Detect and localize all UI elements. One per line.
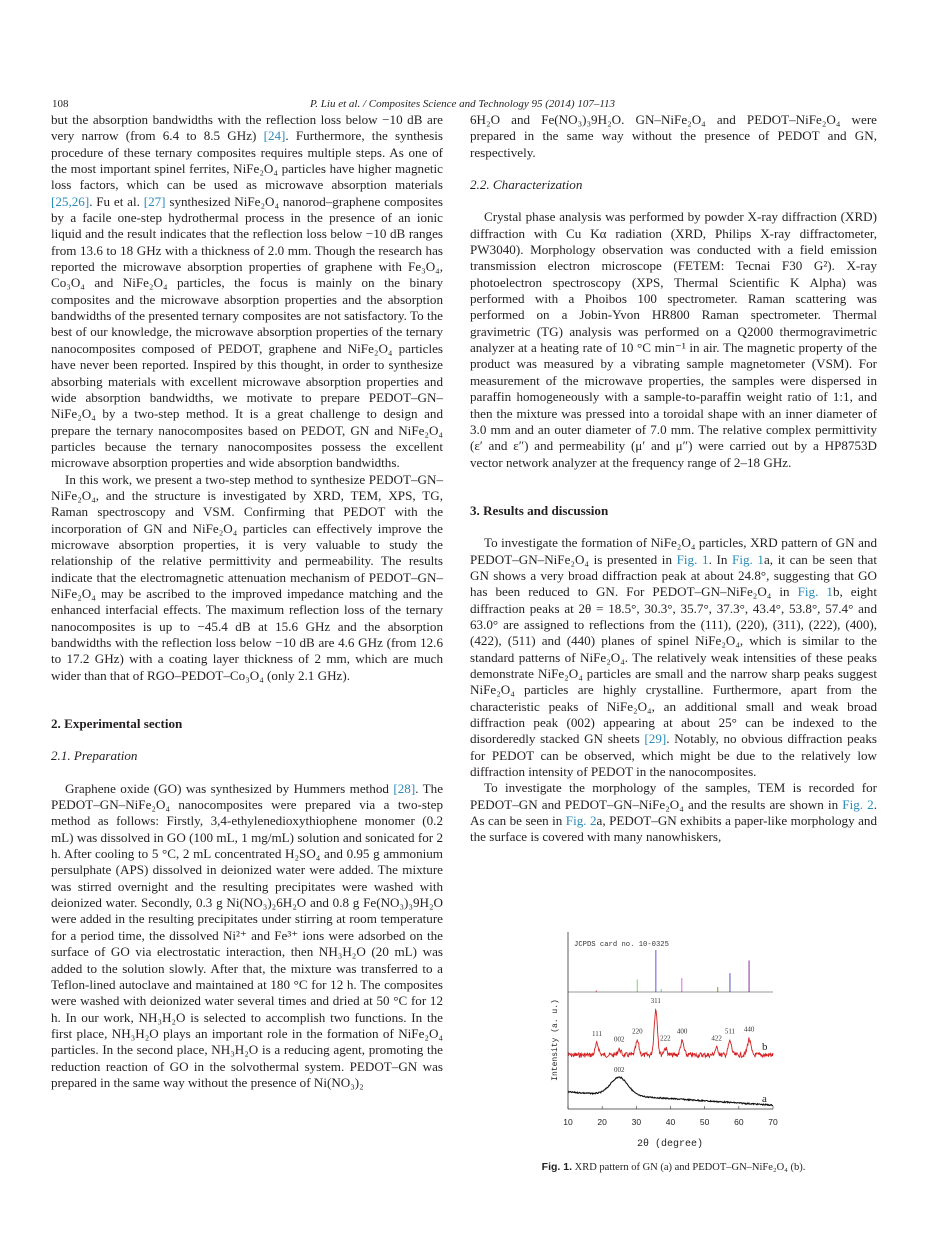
y-axis-label: Intensity (a. u.) (551, 999, 560, 1081)
paragraph-text: To investigate the morphology of the samples, TEM is recorded for PEDOT–GN and PEDOT–GN–NiFe₂O₄ and the results are shown in (470, 780, 877, 812)
figure-caption-text: XRD pattern of GN (a) and PEDOT–GN–NiFe₂O₄ (b). (572, 1162, 806, 1173)
left-column (51, 112, 443, 1091)
paragraph-text: a, it can be seen that GN shows a very broad diffraction peak at about 24.8°, suggesting that GO has been reduced to GN. For PEDOT–GN–NiFe₂O₄ in (470, 551, 877, 600)
page-number: 108 (52, 98, 69, 110)
figure-caption-label: Fig. 1. (541, 1161, 572, 1173)
section-heading: 3. Results and discussion (470, 502, 609, 518)
citation-link[interactable]: Fig. 2 (565, 813, 597, 829)
paragraph (470, 780, 877, 845)
peak-label: 111 (592, 1029, 603, 1038)
citation-link[interactable]: Fig. 1 (676, 551, 709, 567)
series-a-label: a (762, 1093, 767, 1105)
section-heading: 2. Experimental section (51, 716, 183, 732)
peak-label: 400 (676, 1027, 688, 1036)
x-axis-label: 2θ (degree) (636, 1139, 704, 1150)
series-a-line (568, 1077, 773, 1106)
paragraph (51, 112, 443, 472)
peak-label: 220 (632, 1027, 643, 1036)
paragraph (51, 472, 443, 684)
subsection-heading: 2.2. Characterization (470, 177, 583, 193)
peak-label: 511 (724, 1027, 736, 1036)
paragraph-text: . The PEDOT–GN–NiFe₂O₄ nanocomposites were prepared via a two-step method as follows: Firstly, 3,4-ethylenedioxythiophene monomer (0.2 mL) was dissolved in GO (100 mL, 1 mg/mL) solution and sonicated for 2 h. After cooling to 5 °C, 2 mL concentrated H₂SO₄ and 0.95 g ammonium persulphate (APS) dissolved in deionized water were added. The mixture was stirred overnight and the resulting precipitates were washed with deionized water. Secondly, 0.3 g Ni(NO₃)₂6H₂O and 0.8 g Fe(NO₃)₃9H₂O were added in the resulting precipitates under stirring at room temperature for a period time, the dissolved Ni²⁺ and Fe³⁺ ions were adsorbed on the surface of GO via electrostatic interaction, then NH₃H₂O (20 mL) was added to the solution slowly. After that, the mixture was transferred to a Teflon-lined autoclave and maintained at 180 °C for 12 h. The composites were washed with deionized water several times and dried at 50 °C for 12 h. In our work, NH₃H₂O is selected to accomplish two functions. In the first place, NH₃H₂O plays an important role in the formation of NiFe₂O₄ particles. In the second place, NH₃H₂O is a reducing agent, promoting the reduction reaction of GO in the solvothermal system. PEDOT–GN was prepared in the same way without the presence of Ni(NO₃)₂ (51, 780, 444, 1090)
paragraph-text: . Notably, no obvious diffraction peaks for PEDOT can be observed, which might be due to the relatively low diffraction intensity of PEDOT in the nanocomposites. (470, 731, 877, 780)
paragraph-text: a, PEDOT–GN exhibits a paper-like morphology and the surface is covered with many nanowhiskers, (470, 813, 877, 845)
paragraph-text: To investigate the formation of NiFe₂O₄ particles, XRD pattern of GN and PEDOT–GN–NiFe₂O₄ is presented in (470, 535, 877, 567)
paragraph-text: . As can be seen in (470, 796, 877, 829)
peak-label: 440 (743, 1025, 755, 1034)
citation-link[interactable]: [24] (263, 128, 286, 144)
citation-link[interactable]: Fig. 1 (797, 584, 833, 600)
paragraph-text: 6H₂O and Fe(NO₃)₃9H₂O. GN–NiFe₂O₄ and PEDOT–NiFe₂O₄ were prepared in the same way without the presence of PEDOT and GN, respectively. (470, 112, 877, 160)
reference-label: JCPDS card no. 10-0325 (574, 941, 669, 949)
citation-link[interactable]: [28] (393, 780, 416, 796)
peak-label: 222 (660, 1034, 671, 1043)
paragraph-text: In this work, we present a two-step method to synthesize PEDOT–GN–NiFe₂O₄, and the structure is investigated by XRD, TEM, XPS, TG, Raman spectroscopy and VSM. Confirming that PEDOT with the incorporation of GN and NiFe₂O₄ particles can effectively improve the microwave absorption properties, it is very valuable to study the relationship of the relative permittivity and permeability. The results indicate that the electromagnetic attenuation mechanism of PEDOT–GN–NiFe₂O₄ may be ascribed to the improved impedance matching and the enhanced interfacial effects. The maximum reflection loss of the ternary nanocomposites is up to −45.4 dB at 15.6 GHz and the absorption bandwidths with the reflection loss below −10 dB are 4.6 GHz (from 12.6 to 17.2 GHz) with a coating layer thickness of 2 mm, which are much wider than that of RGO–PEDOT–Co₃O₄ (only 2.1 GHz). (51, 471, 443, 683)
paragraph (470, 535, 877, 780)
paragraph-text: . Fu et al. (89, 193, 144, 209)
subsection-heading: 2.1. Preparation (51, 748, 138, 764)
x-tick-label: 30 (631, 1117, 642, 1127)
citation-link[interactable]: Fig. 1 (732, 551, 764, 567)
x-tick-label: 70 (768, 1117, 778, 1127)
paragraph-text: Crystal phase analysis was performed by powder X-ray diffraction (XRD) diffraction with Cu Kα radiation (XRD, Philips X-ray diffractometer, PW3040). Morphology observation was conducted with a field emission transmission electron microscope (FETEM: Tecnai F30 G²). X-ray photoelectron spectroscopy (XPS, Thermal Scientific K Alpha) was performed with a Phoibos 100 spectrometer. Raman scattering was performed on a Jobin-Yvon HR800 Raman spectrometer. Thermal gravimetric (TG) analysis was performed on a Q2000 thermogravimetric analyzer at a heating rate of 10 °C min⁻¹ in air. The magnetic property of the product was measured by a vibrating sample magnetometer (VSM). For measurement of the microwave properties, the samples were dispersed in paraffin homogeneously with a sample-to-paraffin weight ratio of 1:1, and then the mixture was pressed into a toroidal shape with an inner diameter of 3.0 mm and an outer diameter of 7.0 mm. The relative complex permittivity (ε′ and ε″) and permeability (μ′ and μ″) were carried out by a HP8753D vector network analyzer at the frequency range of 2–18 GHz. (470, 209, 877, 470)
x-tick-label: 40 (665, 1117, 676, 1127)
paragraph-text: synthesized NiFe₂O₄ nanorod–graphene composites by a facile one-step hydrothermal process in the presence of an ionic liquid and the result indicates that the reflection loss below −10 dB ranges from 13.6 to 18 GHz with a thickness of 2.0 mm. Though the research has reported the microwave absorption properties of graphene with Fe₃O₄, Co₃O₄ and NiFe₂O₄ particles, the focus is mainly on the binary composites and the microwave absorption properties and the absorption bandwidths of the presented ternary composites are not satisfactory. To the best of our knowledge, the microwave absorption properties of the ternary nanocomposites composed of PEDOT, graphene and NiFe₂O₄ particles have never been reported. Inspired by this thought, in order to synthesize absorbing materials with excellent microwave absorption properties and wide absorption bandwidths, we motivate to prepare PEDOT–GN–NiFe₂O₄ by a two-step method. It is a great challenge to design and prepare the ternary nanocomposites based on PEDOT, GN and NiFe₂O₄ particles because the ternary nanocomposites possess the excellent microwave absorption properties and wide absorption bandwidths. (51, 193, 444, 471)
peak-label: 311 (650, 997, 661, 1005)
citation-link[interactable]: [27] (143, 193, 166, 209)
paragraph-text: . Furthermore, the synthesis procedure of these ternary composites requires multiple steps. As one of the most important spinel ferrites, NiFe₂O₄ particles have higher magnetic loss factors, which can be used as microwave absorption materials (51, 128, 444, 193)
paragraph-text: . In (708, 551, 733, 567)
figure-caption (470, 1161, 877, 1173)
peak-label: 422 (711, 1034, 722, 1043)
x-tick-label: 10 (563, 1117, 573, 1127)
right-column (470, 112, 877, 846)
paragraph-text: b, eight diffraction peaks at 2θ = 18.5°, 30.3°, 35.7°, 37.3°, 43.4°, 53.8°, 57.4° and 63.0° are assigned to reflections from the (111), (220), (311), (222), (400), (422), (511) and (440) planes of spinel NiFe₂O₄, which is similar to the standard patterns of NiFe₂O₄. The relatively weak intensities of these peaks demonstrate NiFe₂O₄ particles are small and the narrow sharp peaks suggest NiFe₂O₄ particles are highly crystalline. Furthermore, apart from the characteristic peaks of NiFe₂O₄, an additional small and weak broad diffraction peak (002) appearing at about 25° can be indexed to the disorderedly stacked GN sheets (470, 584, 877, 747)
citation-link[interactable]: Fig. 2 (842, 796, 874, 812)
paragraph (470, 112, 877, 161)
series-b-label: b (762, 1041, 768, 1053)
citation-link[interactable]: [29] (644, 731, 667, 747)
x-tick-label: 50 (699, 1117, 710, 1127)
citation-link[interactable]: [25,26] (51, 193, 90, 209)
peak-label: 002 (614, 1035, 625, 1044)
running-head: P. Liu et al. / Composites Science and Technology 95 (2014) 107–113 (309, 98, 616, 110)
x-tick-label: 60 (734, 1117, 744, 1127)
paragraph (470, 209, 877, 471)
x-tick-label: 20 (597, 1117, 607, 1127)
peak-label: 002 (614, 1066, 625, 1074)
paragraph-text: but the absorption bandwidths with the reflection loss below −10 dB are very narrow (from 6.4 to 8.5 GHz) (51, 112, 443, 144)
paragraph (51, 781, 443, 1092)
paragraph-text: Graphene oxide (GO) was synthesized by Hummers method (65, 780, 394, 796)
xrd-figure (540, 900, 790, 1160)
